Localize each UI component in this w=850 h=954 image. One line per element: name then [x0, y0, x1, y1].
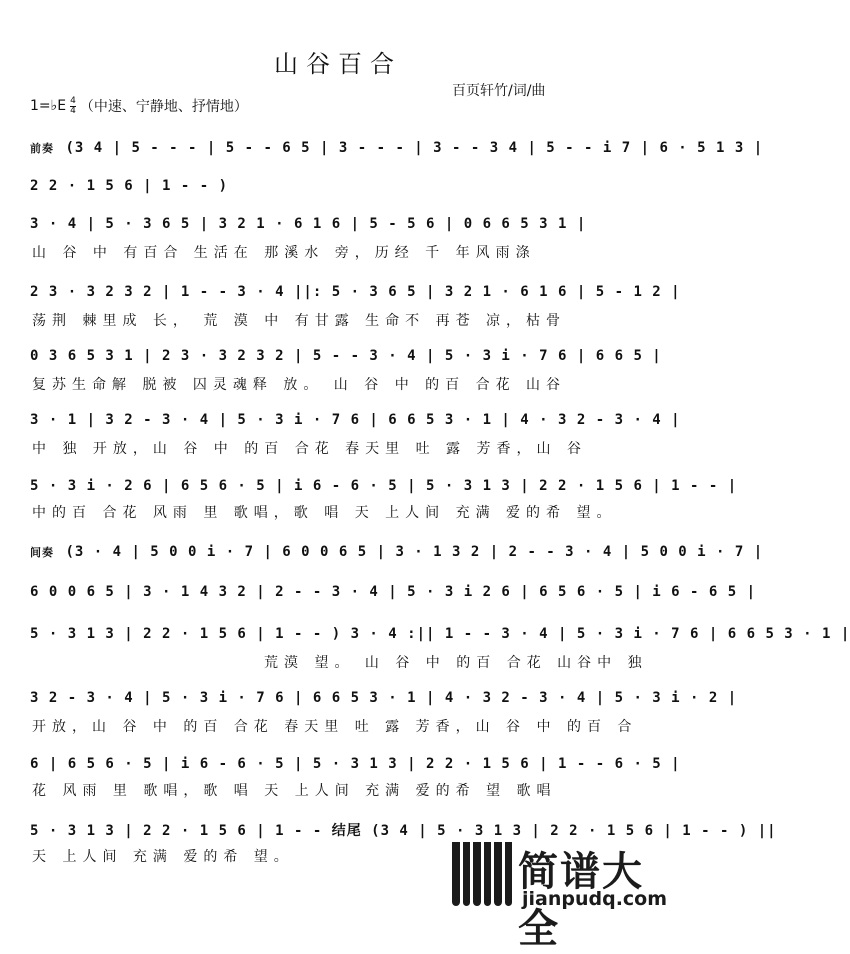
tempo-marking: （中速、宁静地、抒情地） — [79, 99, 248, 115]
notes-text: 3 2 - 3 · 4 | 5 · 3 i · 7 6 | 6 6 5 3 · 1 | 4 · 3 2 - 3 · 4 | 5 · 3 i · 2 | — [30, 690, 738, 706]
notes-text: 5 · 3 1 3 | 2 2 · 1 5 6 | 1 - - 结尾 (3 4 | 5 · 3 1 3 | 2 2 · 1 5 6 | 1 - - ) || — [30, 823, 777, 839]
notes-line-6 — [30, 412, 681, 428]
notes-text: 5 · 3 i · 2 6 | 6 5 6 · 5 | i 6 - 6 · 5 | 5 · 3 1 3 | 2 2 · 1 5 6 | 1 - - | — [30, 478, 738, 494]
key-label: 1=♭E — [30, 98, 67, 114]
lyrics-line-2: 荡荆 棘里成 长， 荒 漠 中 有甘露 生命不 再苍 凉，枯骨 — [32, 313, 567, 329]
section-label: 间奏 — [30, 546, 54, 559]
time-signature — [70, 97, 76, 116]
lyrics-line-9: 天 上人间 充满 爱的希 望。 — [32, 849, 294, 865]
lyrics-line-1: 山 谷 中 有百合 生活在 那溪水 旁，历经 千 年风雨涤 — [32, 245, 536, 261]
piano-keys-icon — [452, 842, 512, 906]
logo-name: 简谱大全 — [518, 849, 644, 952]
notes-line-7 — [30, 478, 738, 494]
logo-url: jianpudq.com — [522, 888, 668, 910]
time-bottom: 4 — [70, 105, 76, 116]
notes-text: (3 4 | 5 - - - | 5 - - 6 5 | 3 - - - | 3 - - 3 4 | 5 - - i 7 | 6 · 5 1 3 | — [65, 140, 764, 156]
lyrics-line-5: 中的百 合花 风雨 里 歌唱，歌 唱 天 上人间 充满 爱的希 望。 — [32, 505, 617, 521]
notes-text: 3 · 4 | 5 · 3 6 5 | 3 2 1 · 6 1 6 | 5 - 5 6 | 0 6 6 5 3 1 | — [30, 216, 587, 232]
lyrics-line-7: 开放，山 谷 中 的百 合花 春天里 吐 露 芳香，山 谷 中 的百 合 — [32, 719, 638, 735]
lyrics-line-4: 中 独 开放，山 谷 中 的百 合花 春天里 吐 露 芳香，山 谷 — [32, 441, 587, 457]
notes-line-5 — [30, 348, 662, 364]
notes-text: 3 · 1 | 3 2 - 3 · 4 | 5 · 3 i · 7 6 | 6 6 5 3 · 1 | 4 · 3 2 - 3 · 4 | — [30, 412, 681, 428]
notes-line-2 — [30, 178, 642, 194]
lyrics-line-6: 荒漠 望。 山 谷 中 的百 合花 山谷中 独 — [264, 655, 648, 671]
notes-line-11 — [30, 690, 738, 706]
notes-text: 2 3 · 3 2 3 2 | 1 - - 3 · 4 ||: 5 · 3 6 5 | 3 2 1 · 6 1 6 | 5 - 1 2 | — [30, 284, 681, 300]
section-label: 前奏 — [30, 142, 54, 155]
notes-line-4 — [30, 284, 681, 300]
notes-line-9 — [30, 584, 757, 600]
notes-line-12 — [30, 756, 681, 772]
notes-text: 2 2 · 1 5 6 | 1 - - ) — [30, 178, 229, 194]
notes-line-13 — [30, 820, 777, 840]
notes-text: (3 · 4 | 5 0 0 i · 7 | 6 0 0 6 5 | 3 · 1 3 2 | 2 - - 3 · 4 | 5 0 0 i · 7 | — [65, 544, 764, 560]
notes-text: 0 3 6 5 3 1 | 2 3 · 3 2 3 2 | 5 - - 3 · 4 | 5 · 3 i · 7 6 | 6 6 5 | — [30, 348, 662, 364]
notes-text: 6 | 6 5 6 · 5 | i 6 - 6 · 5 | 5 · 3 1 3 | 2 2 · 1 5 6 | 1 - - 6 · 5 | — [30, 756, 681, 772]
lyrics-line-8: 花 风雨 里 歌唱，歌 唱 天 上人间 充满 爱的希 望 歌唱 — [32, 783, 557, 799]
site-logo — [452, 838, 676, 952]
lyrics-line-3: 复苏生命解 脱被 囚灵魂释 放。 山 谷 中 的百 合花 山谷 — [32, 377, 567, 393]
notes-line-3 — [30, 216, 642, 232]
author-credit: 百页轩竹/词/曲 — [452, 83, 546, 99]
notes-text: 5 · 3 1 3 | 2 2 · 1 5 6 | 1 - - ) 3 · 4 :|| 1 - - 3 · 4 | 5 · 3 i · 7 6 | 6 6 5 3 · 1 | — [30, 626, 850, 642]
time-top: 4 — [70, 95, 76, 106]
notes-text: 6 0 0 6 5 | 3 · 1 4 3 2 | 2 - - 3 · 4 | 5 · 3 i 2 6 | 6 5 6 · 5 | i 6 - 6 5 | — [30, 584, 757, 600]
notes-line-1 — [30, 140, 764, 156]
page-title: 山谷百合 — [274, 50, 402, 78]
notes-line-10 — [30, 626, 850, 642]
key-signature — [30, 96, 248, 116]
notes-line-8 — [30, 544, 764, 560]
